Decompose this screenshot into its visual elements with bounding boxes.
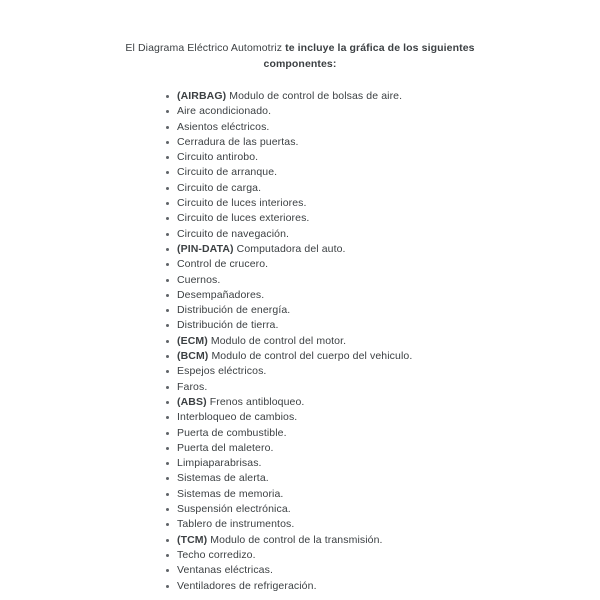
list-item: Puerta de combustible. bbox=[177, 426, 600, 441]
list-item: Puerta del maletero. bbox=[177, 441, 600, 456]
title-regular-part: El Diagrama Eléctrico Automotriz bbox=[125, 42, 283, 54]
list-item: Techo corredizo. bbox=[177, 548, 600, 563]
list-item: Circuito antirobo. bbox=[177, 150, 600, 165]
list-item: Suspensión electrónica. bbox=[177, 502, 600, 517]
list-item: (PIN-DATA) Computadora del auto. bbox=[177, 242, 600, 257]
list-item: Cerradura de las puertas. bbox=[177, 135, 600, 150]
list-item: Distribución de tierra. bbox=[177, 318, 600, 333]
list-item: Circuito de navegación. bbox=[177, 227, 600, 242]
components-list bbox=[0, 89, 600, 594]
list-item: Desempañadores. bbox=[177, 288, 600, 303]
list-item: Distribución de energía. bbox=[177, 303, 600, 318]
list-item-bold-prefix: (AIRBAG) bbox=[177, 90, 227, 102]
list-item: (AIRBAG) Modulo de control de bolsas de aire. bbox=[177, 89, 600, 104]
list-item-bold-prefix: (BCM) bbox=[177, 350, 209, 363]
list-item-bold-prefix: (TCM) bbox=[177, 533, 208, 546]
list-item: Circuito de luces interiores. bbox=[177, 196, 600, 211]
list-item: Circuito de carga. bbox=[177, 181, 600, 196]
list-item: Ventanas eléctricas. bbox=[177, 563, 600, 578]
list-item: Tablero de instrumentos. bbox=[177, 517, 600, 532]
list-item: Asientos eléctricos. bbox=[177, 120, 600, 135]
page-title bbox=[0, 0, 600, 72]
list-item: Faros. bbox=[177, 380, 600, 395]
list-item-bold-prefix: (ECM) bbox=[177, 334, 208, 347]
list-item: (BCM) Modulo de control del cuerpo del vehiculo. bbox=[177, 349, 600, 364]
list-item: (ABS) Frenos antibloqueo. bbox=[177, 395, 600, 410]
title-bold-part-line2: componentes: bbox=[263, 57, 337, 70]
list-item: Control de crucero. bbox=[177, 257, 600, 272]
list-item: (ECM) Modulo de control del motor. bbox=[177, 334, 600, 349]
list-item-bold-prefix: (ABS) bbox=[177, 395, 207, 408]
list-item: Circuito de arranque. bbox=[177, 165, 600, 180]
title-bold-part-line1: te incluye la gráfica de los siguientes bbox=[285, 42, 475, 54]
list-item: Sistemas de alerta. bbox=[177, 471, 600, 486]
list-item: Espejos eléctricos. bbox=[177, 364, 600, 379]
list-item-bold-prefix: (PIN-DATA) bbox=[177, 242, 234, 255]
list-item: (TCM) Modulo de control de la transmisión. bbox=[177, 533, 600, 548]
list-item: Circuito de luces exteriores. bbox=[177, 211, 600, 226]
list-item: Limpiaparabrisas. bbox=[177, 456, 600, 471]
list-item: Aire acondicionado. bbox=[177, 104, 600, 119]
list-item: Sistemas de memoria. bbox=[177, 487, 600, 502]
list-item: Cuernos. bbox=[177, 273, 600, 288]
list-item: Ventiladores de refrigeración. bbox=[177, 579, 600, 594]
list-item: Interbloqueo de cambios. bbox=[177, 410, 600, 425]
